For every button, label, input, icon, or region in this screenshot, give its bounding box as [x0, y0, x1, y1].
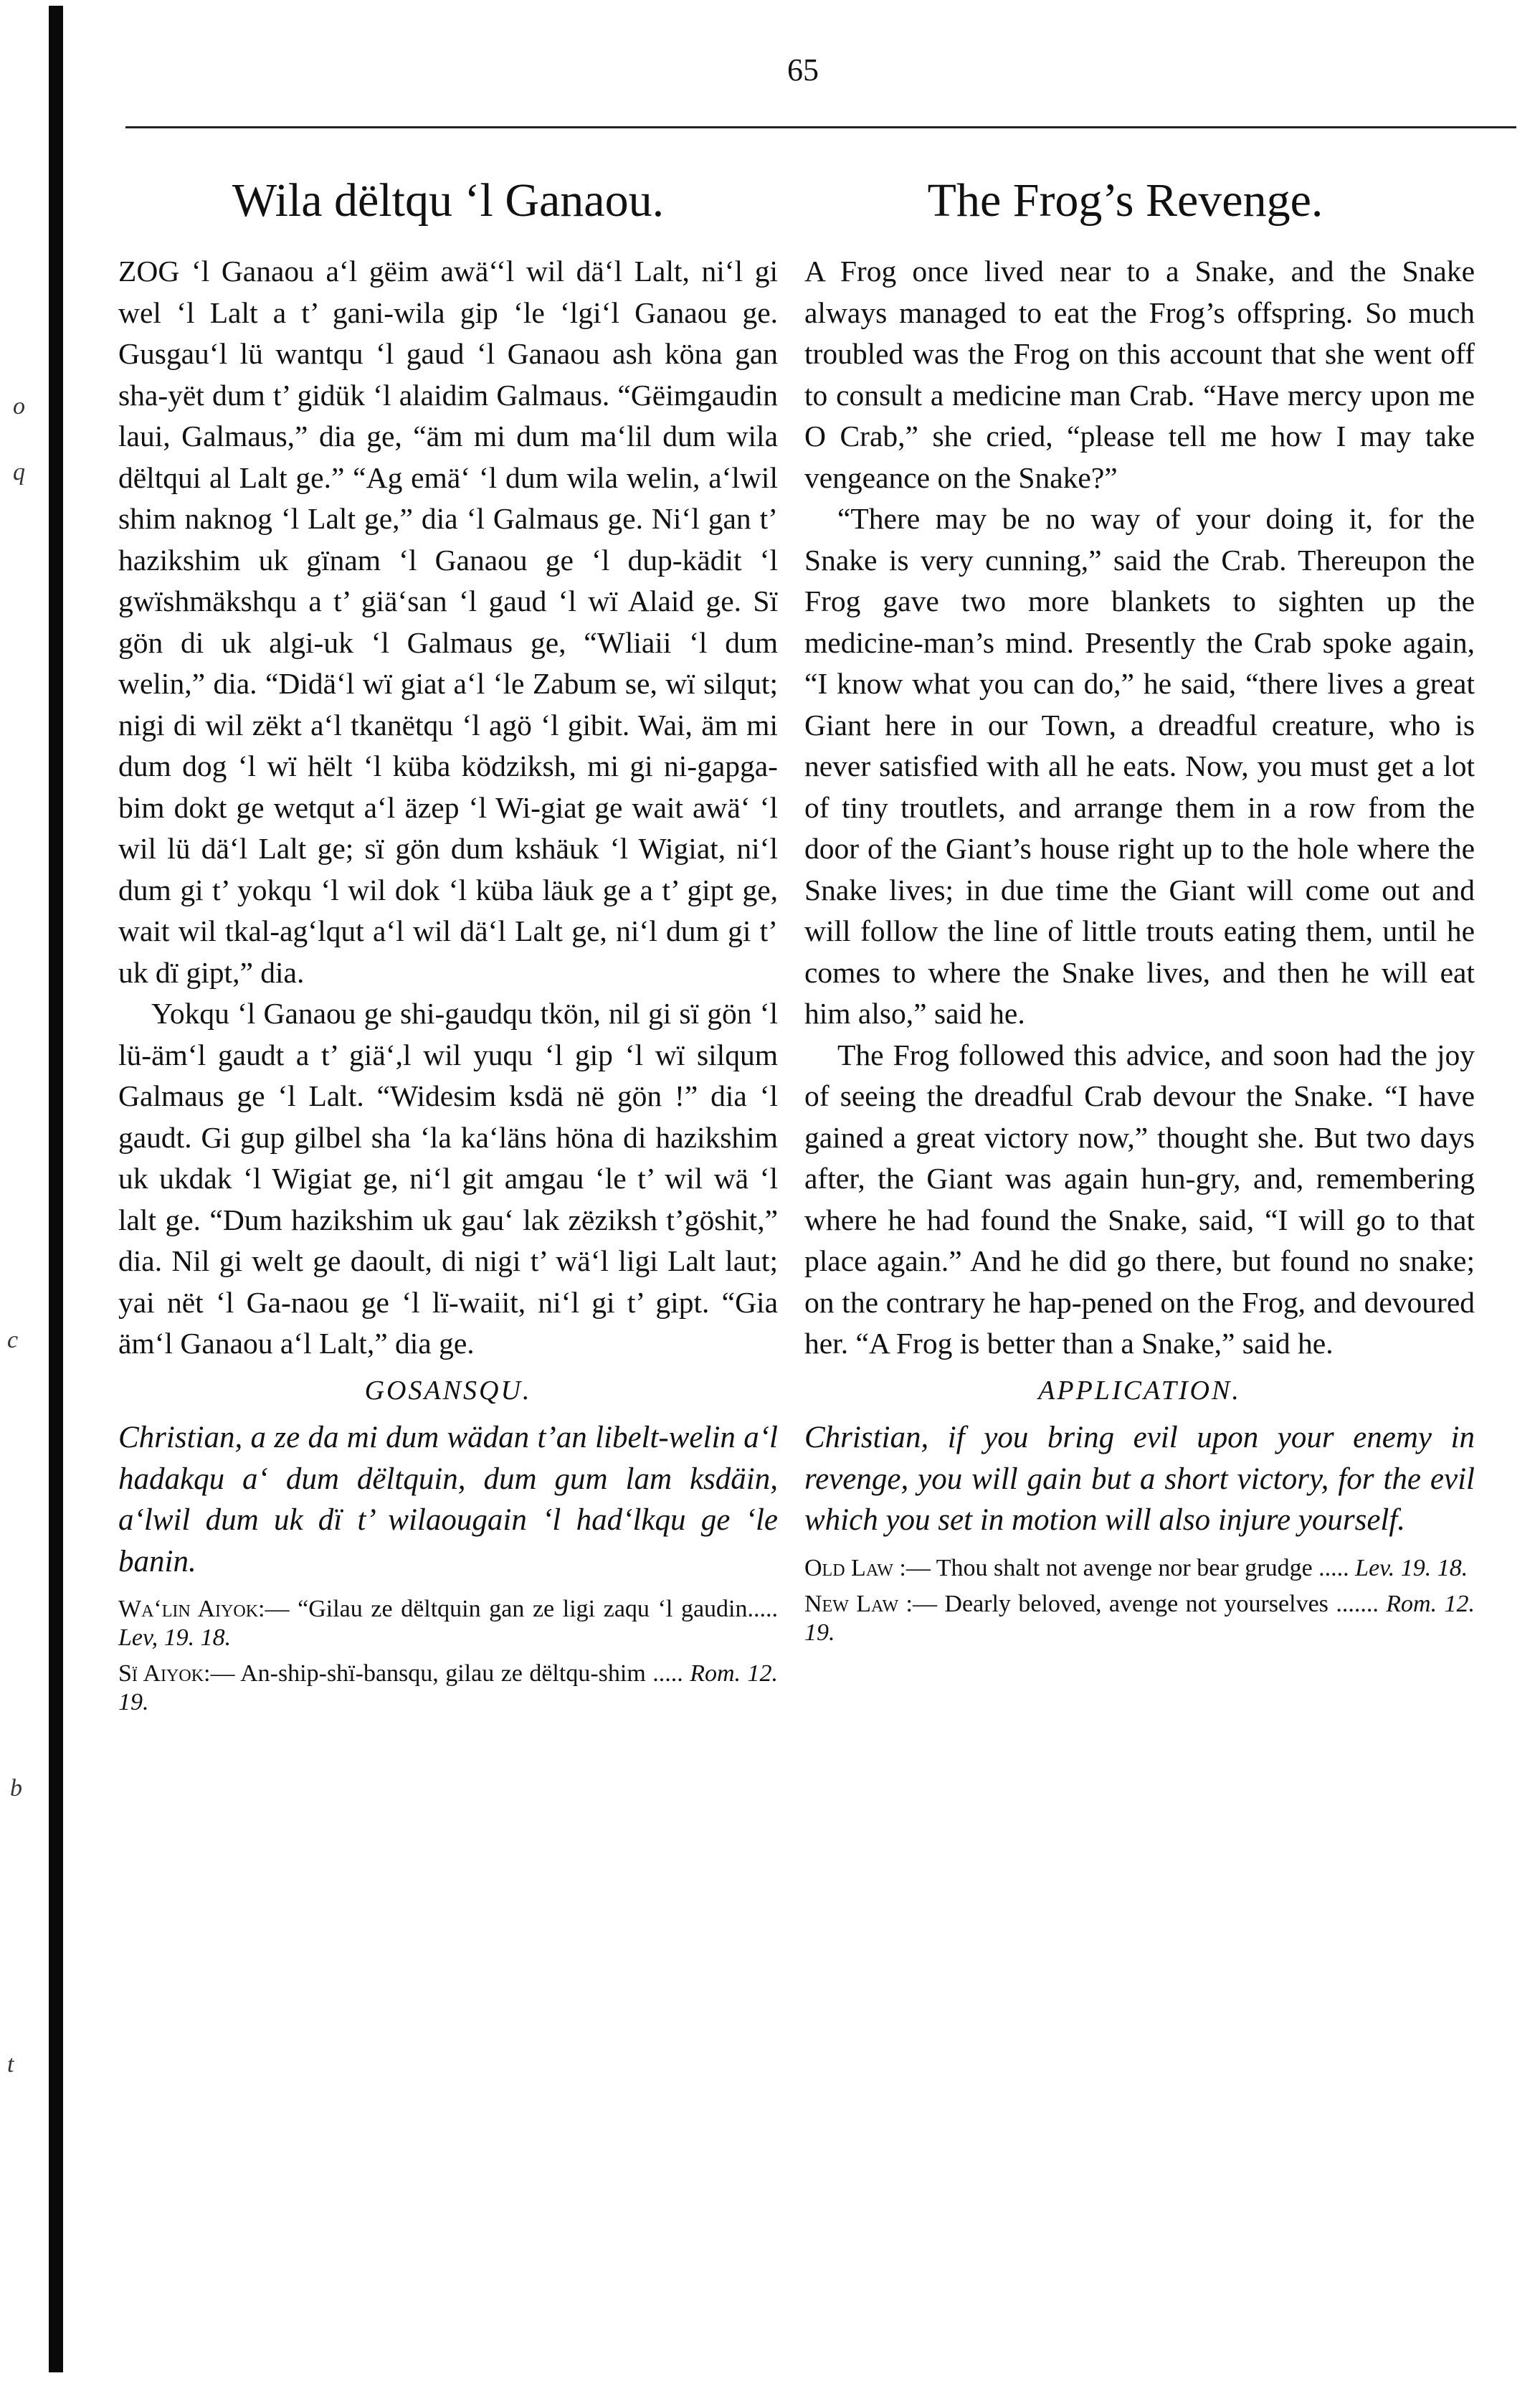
margin-note: b — [10, 1775, 22, 1802]
margin-note: q — [13, 459, 25, 486]
scripture-reference-old — [118, 1595, 778, 1652]
right-column-english — [804, 172, 1475, 1647]
story-paragraph: ZOG ‘l Ganaou a‘l gëim awä‘‘l wil dä‘l Lalt, ni‘l gi wel ‘l Lalt a t’ gani-wila gip ‘le ‘lgi‘l Ganaou ge. Gusgau‘l lü wantqu ‘l gaud ‘l Ganaou ash köna gan sha-yët dum t’ gidük ‘l alaidim Galmaus. “Gëimgaudin laui, Galmaus,” dia ge, “äm mi dum ma‘lil dum wila dëltqui al Lalt ge.” “Ag emä‘ ‘l dum wila welin, a‘lwil shim naknog ‘l Lalt ge,” dia ‘l Galmaus ge. Ni‘l gan t’ hazikshim uk gïnam ‘l Ganaou ge ‘l dup-kädit ‘l gwïshmäkshqu a t’ giä‘san ‘l gaud ‘l wï Alaid ge. Sï gön di uk algi-uk ‘l Galmaus ge, “Wliaii ‘l dum welin,” dia. “Didä‘l wï giat a‘l ‘le Zabum se, wï silqut; nigi di wil zëkt a‘l tkanëtqu ‘l agö ‘l gibit. Wai, äm mi dum dog ‘l wï hëlt ‘l küba ködziksh, mi gi ni-gapga-bim dokt ge wetqut a‘l äzep ‘l Wi-giat ge wait awä‘ ‘l wil lü dä‘l Lalt ge; sï gön dum kshäuk ‘l Wigiat, ni‘l dum gi t’ yokqu ‘l wil dok ‘l küba läuk ge a t’ gipt ge, wait wil tkal-ag‘lqut a‘l wil dä‘l Lalt ge, ni‘l dum gi t’ uk dï gipt,” dia. — [118, 255, 778, 989]
reference-text: Dearly beloved, avenge not yourselves ....... — [937, 1590, 1387, 1617]
reference-citation: Lev. 19. 18. — [1355, 1554, 1468, 1581]
reference-text: Thou shalt not avenge nor bear grudge ..... — [930, 1554, 1356, 1581]
reference-text: An-ship-shï-bansqu, gilau ze dëltqu-shim ..... — [234, 1660, 690, 1687]
margin-note: o — [13, 393, 25, 420]
story-paragraph: “There may be no way of your doing it, for the Snake is very cunning,” said the Crab. Thereupon the Frog gave two more blankets to sighten up the medicine-man’s mind. Presently the Crab spoke again, “I know what you can do,” he said, “there lives a great Giant here in our Town, a dreadful creature, who is never satisfied with all he eats. Now, you must get a lot of tiny troutlets, and arrange them in a row from the door of the Giant’s house right up to the hole where the Snake lives; in due time the Giant will come out and will follow the line of little trouts eating them, until he comes to where the Snake lives, and then he will eat him also,” said he. — [804, 502, 1475, 1030]
reference-label: Old Law :— — [804, 1554, 931, 1581]
left-column-tsimshian — [118, 172, 778, 1717]
application-heading: APPLICATION. — [1038, 1375, 1241, 1406]
story-paragraph: Yokqu ‘l Ganaou ge shi-gaudqu tkön, nil gi sï gön ‘l lü-äm‘l gaudt a t’ giä‘,l wil yuqu ‘l gip ‘l wï silqum Galmaus ge ‘l Lalt. “Widesim ksdä në gön !” dia ‘l gaudt. Gi gup gilbel sha ‘la ka‘läns höna di hazikshim uk ukdak ‘l Wigiat ge, ni‘l git amgau ‘le t’ wil wä ‘l lalt ge. “Dum hazikshim uk gau‘ lak zëziksh t’göshit,” dia. Nil gi welt ge daoult, di nigi t’ wä‘l ligi Lalt laut; yai nët ‘l Ga-naou ge ‘l lï-waiit, ni‘l gi t’ gipt. “Gia äm‘l Ganaou a‘l Lalt,” dia ge. — [118, 997, 778, 1360]
reference-citation: Rom. 12. 19. — [804, 1590, 1475, 1646]
story-title-english: The Frog’s Revenge. — [927, 174, 1323, 227]
reference-label: Sï Aiyok:— — [118, 1660, 235, 1687]
scripture-reference-new — [804, 1590, 1475, 1647]
moral-text: Christian, a ze da mi dum wädan t’an libelt-welin a‘l hadakqu a‘ dum dëltquin, dum gum lam ksdäin, a‘lwil dum uk dï t’ wilaougain ‘l had‘lkqu ge ‘le banin. — [118, 1421, 778, 1578]
page-number: 65 — [787, 52, 819, 87]
story-paragraph: The Frog followed this advice, and soon had the joy of seeing the dreadful Crab devour the Snake. “I have gained a great victory now,” thought she. But two days after, the Giant was again hun-gry, and, remembering where he had found the Snake, said, “I will go to that place again.” And he did go there, but found no snake; on the contrary he hap-pened on the Frog, and devoured her. “A Frog is better than a Snake,” said he. — [804, 1038, 1475, 1360]
moral-text: Christian, if you bring evil upon your enemy in revenge, you will gain but a short victory, for the evil which you set in motion will also injure yourself. — [804, 1421, 1475, 1537]
margin-note: c — [7, 1327, 19, 1353]
scripture-reference-old — [804, 1554, 1475, 1583]
scripture-reference-new — [118, 1660, 778, 1717]
reference-label: New Law :— — [804, 1590, 937, 1617]
reference-label: Wa‘lin Aiyok:— — [118, 1596, 290, 1622]
reference-citation: Lev, 19. 18. — [118, 1624, 232, 1651]
story-title-tsimshian: Wila dëltqu ‘l Ganaou. — [232, 174, 665, 227]
reference-text: “Gilau ze dëltquin gan ze ligi zaqu ‘l gaudin..... — [289, 1596, 779, 1622]
header-rule — [125, 126, 1516, 128]
reference-citation: Rom. 12. 19. — [118, 1660, 778, 1715]
story-paragraph: A Frog once lived near to a Snake, and the Snake always managed to eat the Frog’s offspring. So much troubled was the Frog on this account that she went off to consult a medicine man Crab. “Have mercy upon me O Crab,” she cried, “please tell me how I may take vengeance on the Snake?” — [804, 255, 1475, 494]
margin-note: t — [7, 2051, 14, 2078]
binding-edge-rule — [49, 6, 63, 2372]
application-heading: GOSANSQU. — [364, 1375, 532, 1406]
